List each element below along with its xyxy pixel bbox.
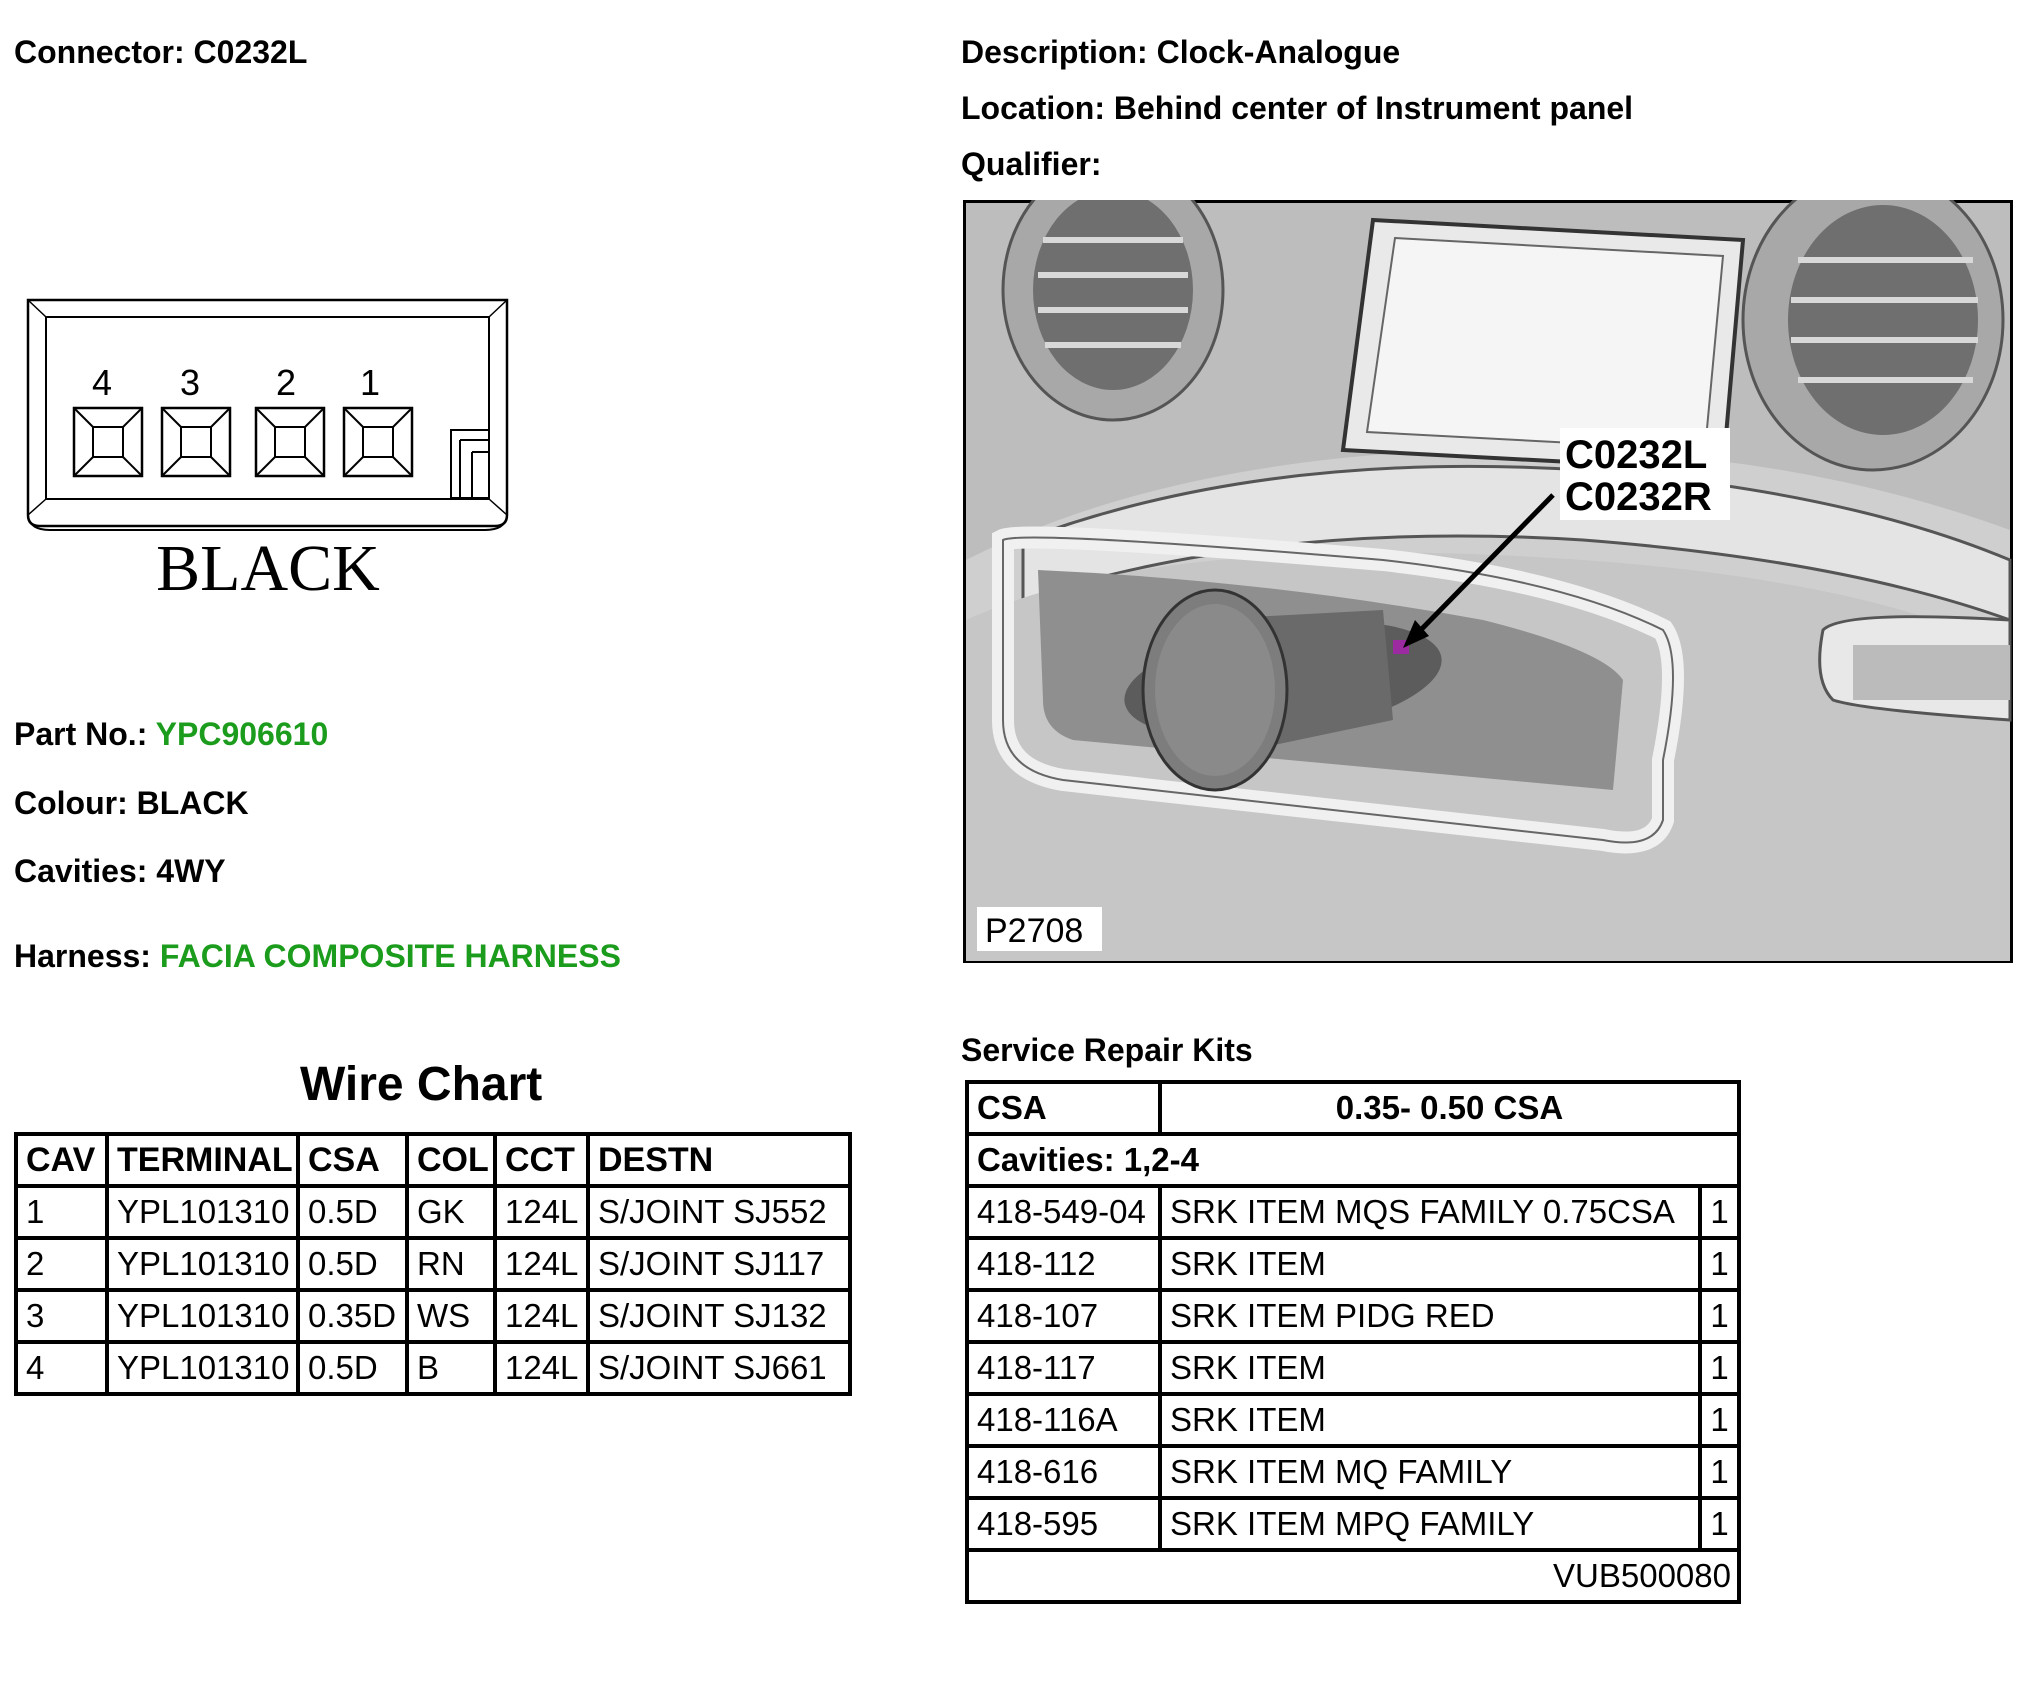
srk-qty: 1 [1700,1238,1739,1290]
srk-cavities-row [967,1134,1739,1186]
part-no-line: Part No.: YPC906610 [14,716,329,752]
header-destn: DESTN [588,1134,850,1186]
table-row [16,1290,850,1342]
cavities-value: 4WY [156,853,226,889]
description-value: Clock-Analogue [1156,34,1401,70]
cell-terminal: YPL101310 [107,1290,298,1342]
cavity-2 [256,408,324,476]
colour-value: BLACK [136,785,249,821]
table-row [16,1238,850,1290]
header-csa: CSA [298,1134,407,1186]
cell-csa: 0.5D [298,1342,407,1394]
location-image [963,200,2013,963]
srk-part-number: 418-595 [967,1498,1160,1550]
header-cct: CCT [495,1134,588,1186]
cell-cct: 124L [495,1186,588,1238]
table-row [967,1446,1739,1498]
header-cav: CAV [16,1134,107,1186]
colour-line: Colour: BLACK [14,785,249,821]
cell-csa: 0.5D [298,1238,407,1290]
callout-c0232l: C0232L [1565,433,1708,477]
srk-qty: 1 [1700,1394,1739,1446]
wire-chart-table [14,1132,852,1396]
srk-footer-row [967,1550,1739,1602]
srk-description: SRK ITEM PIDG RED [1160,1290,1700,1342]
header-col: COL [407,1134,495,1186]
srk-part-number: 418-616 [967,1446,1160,1498]
pin-label-1: 1 [359,362,381,403]
cell-col: WS [407,1290,495,1342]
table-row [967,1394,1739,1446]
cell-terminal: YPL101310 [107,1186,298,1238]
cell-cav: 3 [16,1290,107,1342]
description-line: Description: Clock-Analogue [961,34,1401,70]
srk-part-number: 418-116A [967,1394,1160,1446]
srk-part-number: 418-112 [967,1238,1160,1290]
table-row [967,1342,1739,1394]
cell-cav: 4 [16,1342,107,1394]
cell-col: RN [407,1238,495,1290]
srk-qty: 1 [1700,1290,1739,1342]
cell-destn: S/JOINT SJ132 [588,1290,850,1342]
location-value: Behind center of Instrument panel [1113,90,1634,126]
pin-label-3: 3 [179,362,201,403]
harness-line: Harness: FACIA COMPOSITE HARNESS [14,938,621,974]
cell-col: GK [407,1186,495,1238]
cell-cav: 2 [16,1238,107,1290]
srk-part-number: 418-107 [967,1290,1160,1342]
wire-chart-title: Wire Chart [300,1058,543,1111]
srk-qty: 1 [1700,1342,1739,1394]
srk-qty: 1 [1700,1498,1739,1550]
srk-part-number: 418-549-04 [967,1186,1160,1238]
srk-description: SRK ITEM [1160,1238,1700,1290]
srk-part-number: 418-117 [967,1342,1160,1394]
srk-csa-label: CSA [967,1082,1160,1134]
location-line: Location: Behind center of Instrument panel [961,90,1634,126]
qualifier-line: Qualifier: [961,146,1102,182]
srk-csa-row [967,1082,1739,1134]
cell-col: B [407,1342,495,1394]
table-row [16,1342,850,1394]
cavity-1 [344,408,412,476]
connector-id: C0232L [193,34,308,70]
cell-csa: 0.5D [298,1186,407,1238]
cell-terminal: YPL101310 [107,1238,298,1290]
table-row [967,1498,1739,1550]
cell-cav: 1 [16,1186,107,1238]
cell-cct: 124L [495,1342,588,1394]
harness-link[interactable]: FACIA COMPOSITE HARNESS [159,938,621,974]
callout-c0232r: C0232R [1565,475,1712,519]
cavity-3 [162,408,230,476]
pin-label-4: 4 [91,362,113,403]
cell-cct: 124L [495,1290,588,1342]
srk-csa-value: 0.35- 0.50 CSA [1160,1082,1739,1134]
table-row [967,1238,1739,1290]
connector-colour-text: BLACK [156,532,380,605]
srk-description: SRK ITEM MPQ FAMILY [1160,1498,1700,1550]
srk-description: SRK ITEM [1160,1342,1700,1394]
cell-cct: 124L [495,1238,588,1290]
srk-qty: 1 [1700,1446,1739,1498]
cell-csa: 0.35D [298,1290,407,1342]
pin-label-2: 2 [275,362,297,403]
header-terminal: TERMINAL [107,1134,298,1186]
part-no-link[interactable]: YPC906610 [155,716,329,752]
srk-description: SRK ITEM MQS FAMILY 0.75CSA [1160,1186,1700,1238]
srk-cavities: Cavities: 1,2-4 [967,1134,1739,1186]
connector-label: Connector: C0232L [14,34,308,70]
srk-description: SRK ITEM MQ FAMILY [1160,1446,1700,1498]
srk-table [965,1080,1741,1604]
connector-face-diagram [20,290,520,610]
table-row [967,1290,1739,1342]
srk-qty: 1 [1700,1186,1739,1238]
wire-chart-header-row [16,1134,850,1186]
srk-description: SRK ITEM [1160,1394,1700,1446]
cell-destn: S/JOINT SJ117 [588,1238,850,1290]
cell-destn: S/JOINT SJ661 [588,1342,850,1394]
cavity-4 [74,408,142,476]
cavities-line: Cavities: 4WY [14,853,226,889]
table-row [16,1186,850,1238]
cell-destn: S/JOINT SJ552 [588,1186,850,1238]
srk-footer-code: VUB500080 [967,1550,1739,1602]
figure-ref: P2708 [985,912,1084,950]
cell-terminal: YPL101310 [107,1342,298,1394]
table-row [967,1186,1739,1238]
srk-title: Service Repair Kits [961,1032,1253,1068]
